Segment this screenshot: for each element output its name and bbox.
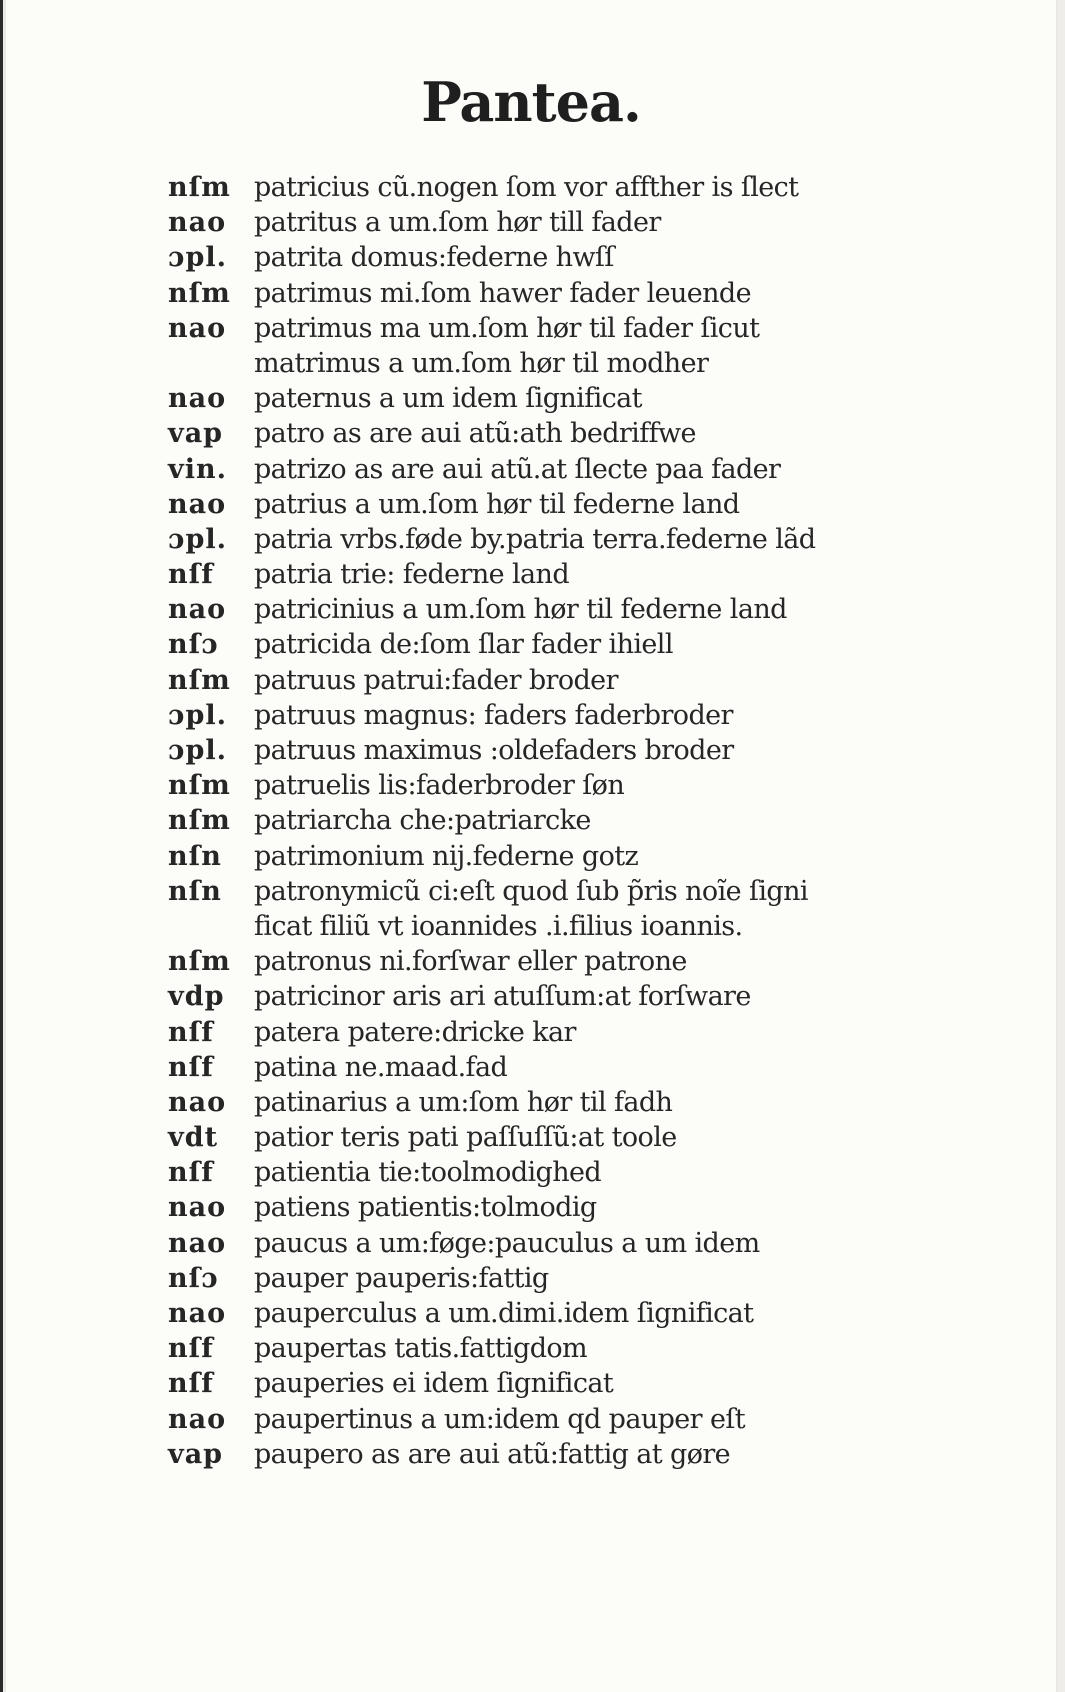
book-page [6, 0, 1056, 1692]
entry-text: patricius cũ.nogen ſom vor affther is ſlect [254, 172, 799, 203]
entry-row [168, 592, 928, 627]
entry-text: paupertas tatis.fattigdom [254, 1333, 588, 1365]
page-heading: Pantea. [421, 70, 641, 134]
entry-row [168, 944, 928, 979]
entry-code: nao [168, 1403, 227, 1435]
entry-row [168, 170, 928, 205]
entry-code: nao [168, 312, 227, 344]
entry-text: paternus a um idem ſignificat [254, 383, 642, 415]
entry-text: paupertinus a um:idem qd pauper eſt [254, 1403, 745, 1435]
entry-row [168, 1402, 928, 1437]
entry-text: patiens patientis:tolmodig [254, 1192, 597, 1224]
entry-text: pauperculus a um.dimi.idem ſignificat [254, 1298, 754, 1329]
entry-code: vin. [168, 453, 227, 485]
entry-row [168, 627, 928, 662]
entry-row [168, 346, 928, 381]
entry-text: patinarius a um:ſom hør til fadh [254, 1086, 673, 1118]
entry-code: nao [168, 488, 227, 520]
entry-code: nſf [168, 1157, 214, 1189]
entry-code: nſɔ [168, 629, 219, 661]
entry-text: patrizo as are aui atũ.at ſlecte paa fader [254, 453, 781, 485]
entry-text: pauperies ei idem ſignificat [254, 1368, 614, 1400]
entry-row [168, 452, 928, 487]
entry-row [168, 874, 928, 909]
entry-code: nao [168, 1227, 227, 1259]
entry-code: nao [168, 207, 227, 239]
entry-code: ɔpl. [168, 735, 227, 766]
entry-text: patrius a um.ſom hør til federne land [254, 488, 740, 520]
entry-text: patronus ni.forſwar eller patrone [254, 946, 687, 978]
entry-row [168, 416, 928, 451]
entry-row [168, 663, 928, 698]
entry-row [168, 487, 928, 522]
entry-text: patina ne.maad.fad [254, 1051, 508, 1083]
entry-text: patruus patrui:fader broder [254, 664, 618, 696]
entry-row [168, 909, 928, 944]
entry-code: nſf [168, 1368, 214, 1400]
entry-text: patrimus mi.ſom hawer fader leuende [254, 277, 751, 309]
entry-row [168, 1296, 928, 1331]
entry-row [168, 1331, 928, 1366]
entry-row [168, 1226, 928, 1261]
entry-text: patria vrbs.føde by.patria terra.federne lãd [254, 523, 816, 555]
entry-text: patriarcha che:patriarcke [254, 805, 591, 837]
entry-row [168, 311, 928, 346]
entry-text: patritus a um.ſom hør till fader [254, 207, 661, 239]
page-edge [0, 0, 3, 1692]
entry-code: vap [168, 1438, 224, 1470]
entry-code: nſf [168, 559, 214, 591]
entry-row [168, 1015, 928, 1050]
entry-code: ɔpl. [168, 523, 227, 555]
entry-row [168, 557, 928, 592]
entry-code: nao [168, 1192, 227, 1224]
entry-row [168, 205, 928, 240]
entry-row [168, 979, 928, 1014]
entry-row [168, 276, 928, 311]
entry-code: nſm [168, 946, 231, 978]
entry-row [168, 1050, 928, 1085]
entry-text: patronymicũ ci:eſt quod ſub p̃ris noĩe ſigni [254, 875, 808, 907]
entry-code: nſf [168, 1016, 214, 1048]
entry-text: patruelis lis:faderbroder ſøn [254, 770, 625, 802]
entry-code: nſm [168, 172, 231, 203]
entry-code: ɔpl. [168, 699, 227, 731]
entry-row [168, 1155, 928, 1190]
entry-row [168, 733, 928, 768]
entry-text: patior teris pati paſſuſſũ:at toole [254, 1122, 677, 1154]
entry-text: patria trie: federne land [254, 559, 569, 591]
entry-text: patera patere:dricke kar [254, 1016, 576, 1048]
entry-code: vap [168, 418, 224, 450]
entry-code: vdt [168, 1122, 219, 1154]
entry-text: pauper pauperis:fattig [254, 1262, 549, 1294]
entry-code: nao [168, 383, 227, 415]
entry-code: nſm [168, 805, 231, 837]
entry-row [168, 839, 928, 874]
entry-row [168, 803, 928, 838]
entry-text: ficat filiũ vt ioannides .i.filius ioannis. [254, 910, 743, 942]
entry-text: patrimonium nij.federne gotz [254, 840, 639, 872]
entry-row [168, 1366, 928, 1401]
entry-code: nſm [168, 664, 231, 696]
entry-row [168, 1085, 928, 1120]
entry-list [168, 170, 928, 1472]
entry-code: nſɔ [168, 1262, 219, 1294]
entry-code: nſm [168, 770, 231, 802]
entry-row [168, 768, 928, 803]
entry-code: nao [168, 1298, 227, 1329]
entry-text: patricinius a um.ſom hør til federne land [254, 594, 787, 626]
entry-row [168, 1437, 928, 1472]
entry-text: patricida de:ſom ſlar fader ihiell [254, 629, 673, 661]
entry-text: patruus maximus :oldefaders broder [254, 735, 734, 766]
entry-row [168, 1120, 928, 1155]
entry-text: patro as are aui atũ:ath bedriffwe [254, 418, 696, 450]
entry-code: nao [168, 1086, 227, 1118]
entry-code: nſm [168, 277, 231, 309]
entry-text: paucus a um:føge:pauculus a um idem [254, 1227, 760, 1259]
entry-text: paupero as are aui atũ:fattig at gøre [254, 1438, 731, 1470]
entry-code: nao [168, 594, 227, 626]
entry-code: nſn [168, 840, 222, 872]
entry-text: patricinor aris ari atuſſum:at forſware [254, 981, 751, 1013]
entry-row [168, 381, 928, 416]
entry-text: patruus magnus: faders faderbroder [254, 699, 733, 731]
entry-row [168, 1261, 928, 1296]
entry-row [168, 698, 928, 733]
entry-code: vdp [168, 981, 225, 1013]
entry-row [168, 1190, 928, 1225]
entry-code: nſn [168, 875, 222, 907]
entry-text: matrimus a um.ſom hør til modher [254, 347, 709, 379]
entry-text: patrita domus:federne hwſſ [254, 242, 614, 274]
entry-code: nſf [168, 1051, 214, 1083]
entry-row [168, 522, 928, 557]
entry-code: nſf [168, 1333, 214, 1365]
entry-code: ɔpl. [168, 242, 227, 274]
entry-text: patrimus ma um.ſom hør til fader ſicut [254, 312, 760, 344]
entry-text: patientia tie:toolmodighed [254, 1157, 602, 1189]
entry-row [168, 240, 928, 275]
